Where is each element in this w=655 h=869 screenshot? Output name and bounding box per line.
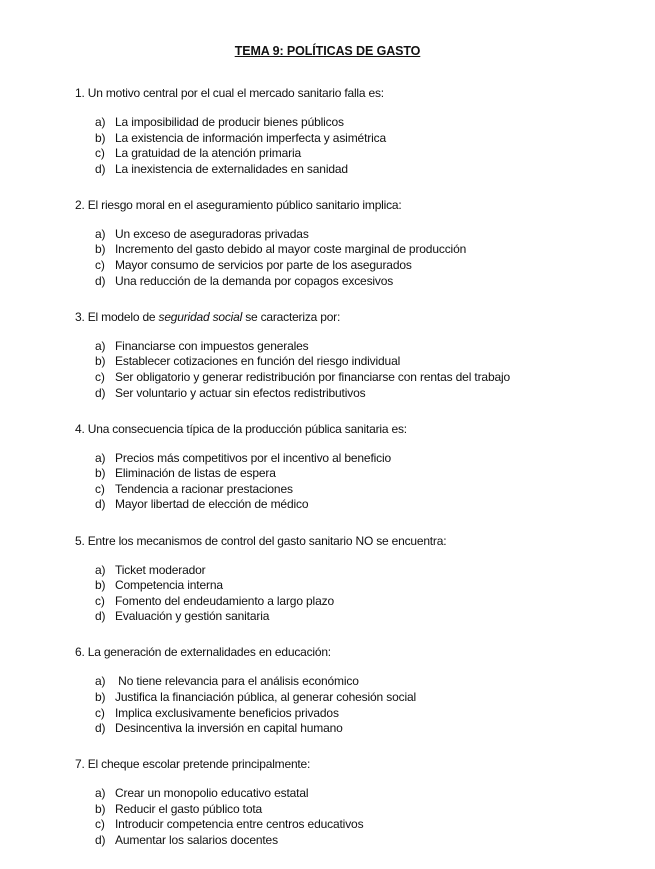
option-b bbox=[95, 131, 635, 147]
option-d bbox=[95, 721, 635, 737]
option-letter: b) bbox=[95, 689, 106, 704]
question-stem: El modelo de bbox=[87, 309, 159, 324]
option-text: Ser obligatorio y generar redistribución por financiarse con rentas del trabajo bbox=[115, 369, 511, 384]
option-text: Aumentar los salarios docentes bbox=[115, 833, 278, 848]
option-c bbox=[95, 817, 635, 833]
option-list bbox=[75, 227, 635, 289]
question-text bbox=[75, 422, 635, 437]
option-text: Evaluación y gestión sanitaria bbox=[115, 609, 270, 624]
option-letter: d) bbox=[95, 161, 106, 176]
option-text: La gratuidad de la atención primaria bbox=[115, 146, 302, 161]
option-text: La existencia de información imperfecta y asimétrica bbox=[115, 130, 386, 145]
option-text: Precios más competitivos por el incentivo al beneficio bbox=[115, 450, 392, 465]
option-letter: a) bbox=[95, 115, 106, 129]
question-number: 3. bbox=[75, 309, 85, 324]
question-stem-end: se caracteriza por: bbox=[242, 309, 341, 324]
option-letter: d) bbox=[95, 721, 106, 736]
option-c bbox=[95, 146, 635, 162]
option-letter: b) bbox=[95, 801, 106, 816]
question-text bbox=[75, 757, 635, 772]
option-list bbox=[75, 339, 635, 401]
option-letter: c) bbox=[95, 817, 105, 832]
question-stem: La generación de externalidades en educación: bbox=[87, 645, 331, 660]
option-b bbox=[95, 578, 635, 594]
option-b bbox=[95, 690, 635, 706]
question-2 bbox=[75, 198, 635, 289]
option-text: Un exceso de aseguradoras privadas bbox=[115, 226, 309, 241]
question-list bbox=[75, 86, 635, 869]
option-d bbox=[95, 274, 635, 290]
option-text: Una reducción de la demanda por copagos excesivos bbox=[115, 273, 394, 288]
option-letter: a) bbox=[95, 450, 106, 465]
question-stem: El riesgo moral en el aseguramiento público sanitario implica: bbox=[87, 197, 402, 212]
option-text: Justifica la financiación pública, al generar cohesión social bbox=[115, 689, 417, 704]
question-text bbox=[75, 198, 635, 213]
option-list bbox=[75, 115, 635, 177]
option-letter: d) bbox=[95, 833, 106, 848]
option-a bbox=[95, 451, 635, 467]
question-number: 4. bbox=[75, 421, 85, 436]
option-list bbox=[75, 674, 635, 736]
question-number: 7. bbox=[75, 757, 85, 772]
option-b bbox=[95, 354, 635, 370]
option-b bbox=[95, 242, 635, 258]
question-7 bbox=[75, 757, 635, 848]
option-c bbox=[95, 706, 635, 722]
option-letter: a) bbox=[95, 338, 106, 353]
question-1 bbox=[75, 86, 635, 177]
question-number: 5. bbox=[75, 533, 85, 548]
option-letter: a) bbox=[95, 562, 106, 577]
option-letter: a) bbox=[95, 226, 106, 241]
question-text bbox=[75, 645, 635, 660]
option-a bbox=[95, 115, 635, 131]
document-title: TEMA 9: POLÍTICAS DE GASTO bbox=[234, 44, 421, 58]
option-list bbox=[75, 563, 635, 625]
option-c bbox=[95, 258, 635, 274]
option-c bbox=[95, 370, 635, 386]
option-d bbox=[95, 497, 635, 513]
question-stem: El cheque escolar pretende principalmente: bbox=[87, 757, 311, 772]
option-text: Competencia interna bbox=[115, 578, 223, 593]
option-letter: a) bbox=[95, 674, 106, 689]
option-text: Incremento del gasto debido al mayor coste marginal de producción bbox=[115, 242, 467, 257]
option-text: Fomento del endeudamiento a largo plazo bbox=[115, 593, 334, 608]
option-letter: d) bbox=[95, 385, 106, 400]
option-text: Implica exclusivamente beneficios privados bbox=[115, 705, 339, 720]
option-letter: c) bbox=[95, 705, 105, 720]
option-list bbox=[75, 451, 635, 513]
option-a bbox=[95, 563, 635, 579]
option-text: La inexistencia de externalidades en sanidad bbox=[115, 161, 348, 176]
option-text: Mayor consumo de servicios por parte de los asegurados bbox=[115, 258, 412, 273]
option-a bbox=[95, 339, 635, 355]
option-text: Tendencia a racionar prestaciones bbox=[115, 481, 293, 496]
question-emphasis: seguridad social bbox=[158, 309, 243, 324]
option-letter: c) bbox=[95, 593, 105, 608]
option-text: Financiarse con impuestos generales bbox=[115, 338, 309, 353]
option-letter: b) bbox=[95, 130, 106, 145]
option-text: Establecer cotizaciones en función del riesgo individual bbox=[115, 354, 401, 369]
question-text bbox=[75, 86, 635, 101]
option-c bbox=[95, 594, 635, 610]
option-letter: d) bbox=[95, 273, 106, 288]
option-letter: c) bbox=[95, 146, 105, 161]
option-d bbox=[95, 609, 635, 625]
option-text: Eliminación de listas de espera bbox=[115, 466, 276, 481]
question-text bbox=[75, 310, 635, 325]
option-b bbox=[95, 802, 635, 818]
option-text: Crear un monopolio educativo estatal bbox=[115, 786, 309, 801]
option-text: Reducir el gasto público tota bbox=[115, 801, 263, 816]
option-list bbox=[75, 786, 635, 848]
option-d bbox=[95, 833, 635, 849]
question-stem: Una consecuencia típica de la producción pública sanitaria es: bbox=[87, 421, 407, 436]
question-5 bbox=[75, 534, 635, 625]
question-number: 6. bbox=[75, 645, 85, 660]
option-text: Mayor libertad de elección de médico bbox=[115, 497, 309, 512]
question-6 bbox=[75, 645, 635, 736]
option-text: Ticket moderador bbox=[115, 562, 206, 577]
option-d bbox=[95, 162, 635, 178]
question-number: 2. bbox=[75, 197, 85, 212]
option-text: Introducir competencia entre centros educativos bbox=[115, 817, 364, 832]
option-letter: d) bbox=[95, 497, 106, 512]
option-text: Desincentiva la inversión en capital humano bbox=[115, 721, 343, 736]
option-letter: b) bbox=[95, 354, 106, 369]
option-a bbox=[95, 674, 635, 690]
option-text: La imposibilidad de producir bienes públicos bbox=[115, 115, 344, 129]
option-letter: c) bbox=[95, 258, 105, 273]
option-letter: c) bbox=[95, 481, 105, 496]
option-letter: c) bbox=[95, 369, 105, 384]
option-letter: d) bbox=[95, 609, 106, 624]
option-letter: b) bbox=[95, 578, 106, 593]
option-text: No tiene relevancia para el análisis económico bbox=[115, 674, 359, 689]
question-number: 1. bbox=[75, 86, 85, 100]
option-a bbox=[95, 227, 635, 243]
option-c bbox=[95, 482, 635, 498]
option-letter: a) bbox=[95, 786, 106, 801]
option-b bbox=[95, 466, 635, 482]
option-letter: b) bbox=[95, 242, 106, 257]
question-text bbox=[75, 534, 635, 549]
option-letter: b) bbox=[95, 466, 106, 481]
question-4 bbox=[75, 422, 635, 513]
question-stem: Un motivo central por el cual el mercado sanitario falla es: bbox=[87, 86, 384, 100]
option-a bbox=[95, 786, 635, 802]
option-text: Ser voluntario y actuar sin efectos redistributivos bbox=[115, 385, 366, 400]
question-3 bbox=[75, 310, 635, 401]
option-d bbox=[95, 386, 635, 402]
question-stem: Entre los mecanismos de control del gasto sanitario NO se encuentra: bbox=[87, 533, 447, 548]
